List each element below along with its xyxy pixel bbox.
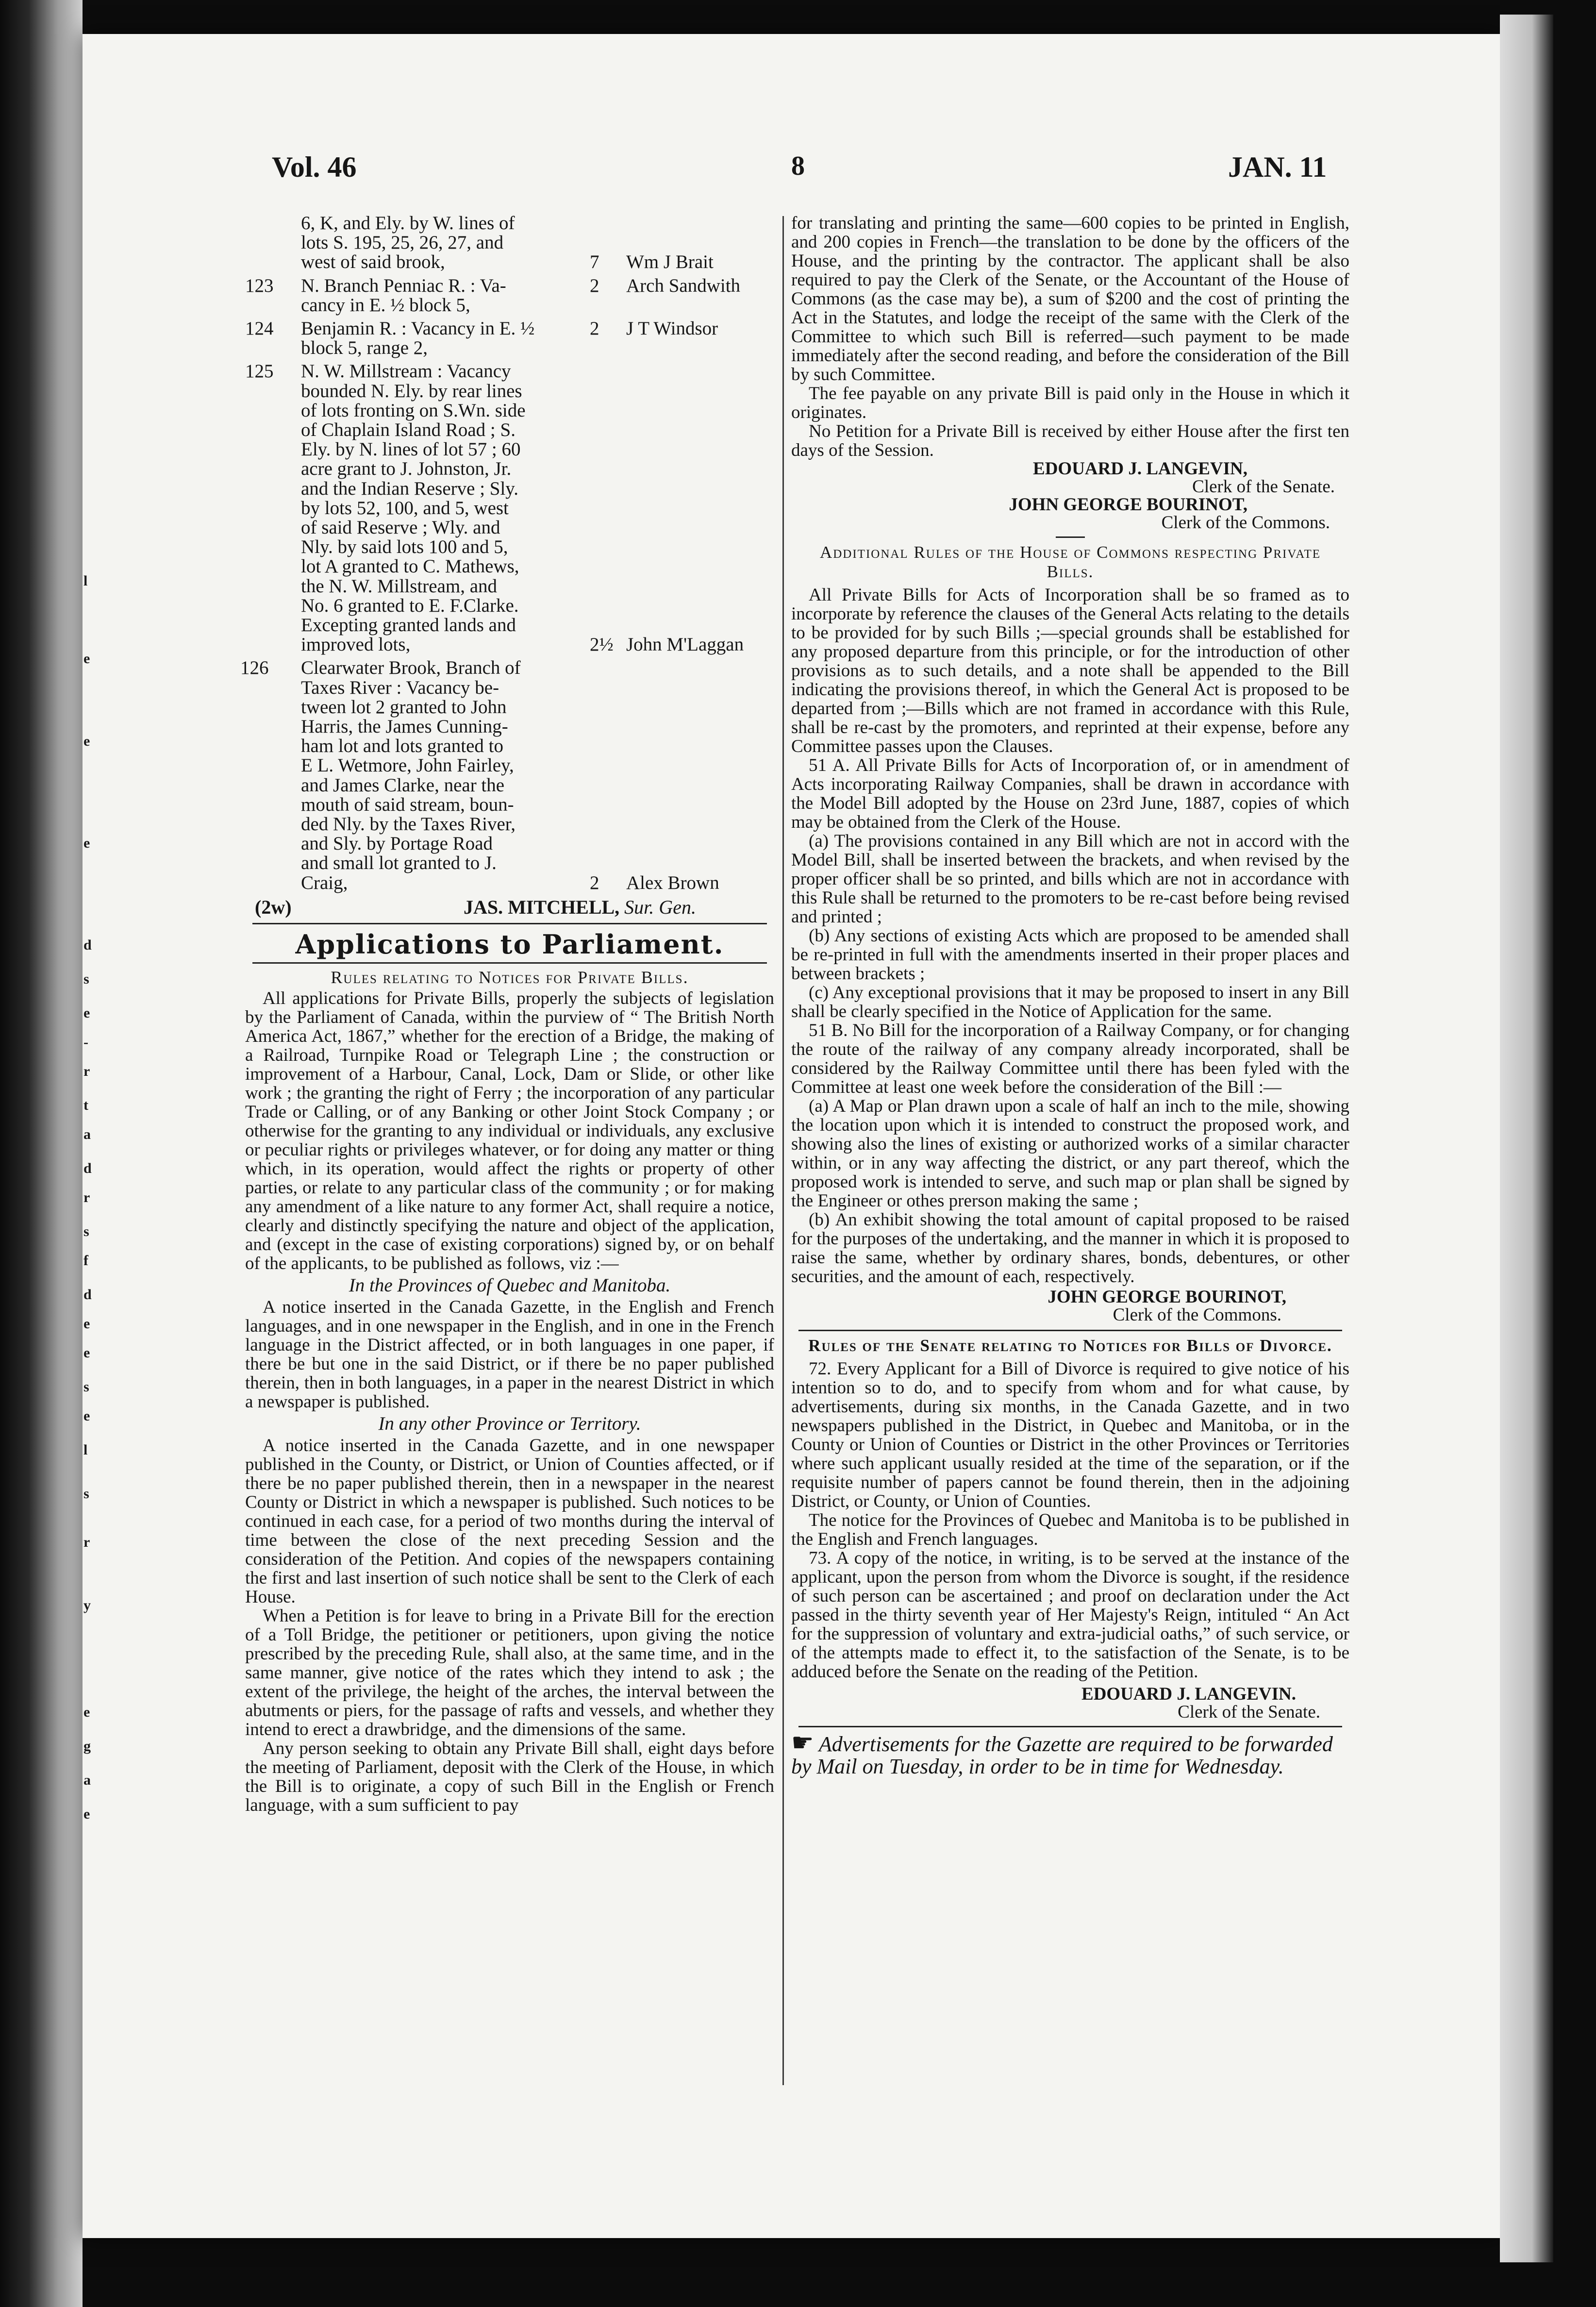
applications-paragraph-5: Any person seeking to obtain any Private Bill shall, eight days before the meeting of Parliament, deposit with the Clerk of the House, in which the Bill is to originate, a copy of such Bill in the English or French language, with a sum sufficient to pay xyxy=(245,1738,774,1815)
applications-paragraph-4: When a Petition is for leave to bring in a Private Bill for the erection of a Toll Bridge, the petitioner or petitioners, upon giving the notice prescribed by the preceding Rule, shall also, at the same time, and in the same manner, give notice of the rates which they intend to ask ; the extent of the privilege, the height of the arches, the interval between the abutments or piers, for the passage of rafts and vessels, and whether they intend to erect a drawbridge, and the dimensions of the same. xyxy=(245,1605,774,1739)
lot-grantee: J T Windsor xyxy=(626,318,718,339)
divorce-languages-paragraph: The notice for the Provinces of Quebec and Manitoba is to be published in the English and French languages. xyxy=(791,1510,1349,1549)
lot-acreage: 2 xyxy=(590,872,599,893)
lot-number: 124 xyxy=(245,318,274,339)
rule-51a-paragraph: 51 A. All Private Bills for Acts of Incorporation of, or in amendment of Acts incorporating Railway Companies, shall be drawn in accordance with the Model Bill adopted by the House on 23rd June, 1887, copies of which may be obtained from the Clerk of the House. xyxy=(791,755,1349,832)
lot-description-line: of Chaplain Island Road ; S. xyxy=(301,419,515,440)
commons-clerk-title: Clerk of the Commons. xyxy=(1161,513,1330,533)
lot-description-line: and the Indian Reserve ; Sly. xyxy=(301,478,519,499)
right-column xyxy=(791,214,1349,1778)
lot-description-line: ham lot and lots granted to xyxy=(301,736,504,757)
rule-51b-clause-b: (b) An exhibit showing the total amount of capital proposed to be raised for the purposes of the undertaking, and the manner in which it is proposed to raise the same, whether by ordinary shares, bonds, debentures, or other securities, and the amount of each, respectively. xyxy=(791,1210,1349,1287)
lot-number: 125 xyxy=(245,361,274,382)
lot-entry xyxy=(245,362,774,658)
pointing-hand-icon: ☛ xyxy=(791,1729,814,1757)
edge-letter: r xyxy=(83,1534,90,1550)
lot-description-line: of said Reserve ; Wly. and xyxy=(301,517,500,538)
commons-clerk-name-2: JOHN GEORGE BOURINOT, xyxy=(1047,1287,1286,1307)
commons-clerk-name: JOHN GEORGE BOURINOT, xyxy=(1009,495,1247,515)
edge-letter: s xyxy=(83,1379,89,1395)
lot-description-line: improved lots, xyxy=(301,634,411,655)
edge-letter: e xyxy=(83,1806,90,1822)
lot-description-line: acre grant to J. Johnston, Jr. xyxy=(301,458,512,480)
subheading: Rules relating to Notices for Private Bills. xyxy=(331,967,689,987)
lot-acreage: 2 xyxy=(590,275,599,296)
commons-clerk-title-2: Clerk of the Commons. xyxy=(1113,1305,1281,1325)
applications-paragraph-2: A notice inserted in the Canada Gazette, in the English and French languages, and in one newspaper in the English, and in one in the French language in the District affected, or in both languages in one paper, if there be but one in the said District, or if there be no paper published therein, then in both languages, in a paper in the nearest District in which a newspaper is published. xyxy=(245,1297,774,1412)
signature-name: JAS. MITCHELL, xyxy=(464,896,620,918)
fee-payable-paragraph: The fee payable on any private Bill is paid only in the House in which it originates. xyxy=(791,384,1349,422)
insertion-mark: (2w) xyxy=(255,896,292,918)
lot-description-line: the N. W. Millstream, and xyxy=(301,575,498,597)
lot-description-line: Taxes River : Vacancy be- xyxy=(301,677,499,698)
section-heading: Applications to Parliament. xyxy=(295,928,724,960)
edge-letter: a xyxy=(83,1126,91,1142)
lot-description-line: Excepting granted lands and xyxy=(301,614,516,635)
lot-description-line: bounded N. Ely. by rear lines xyxy=(301,380,522,401)
edge-letter: s xyxy=(83,1223,89,1239)
senate-clerk-name: EDOUARD J. LANGEVIN, xyxy=(1033,459,1247,479)
edge-letter: d xyxy=(83,937,92,953)
rule-73-paragraph: 73. A copy of the notice, in writing, is to be served at the instance of the applicant, upon the person from whom the Divorce is sought, if the residence of such person can be ascertained ; and proof on declaration under the Act passed in the thirty seventh year of Her Majesty's Reign, intituled “ An Act for the suppression of voluntary and extra-judicial oaths,” of such service, or of the attempts made to effect it, to the satisfaction of the Senate, is to be adduced before the Senate on the reading of the Petition. xyxy=(791,1548,1349,1682)
notice-rule xyxy=(798,1726,1342,1727)
advertisement-notice xyxy=(791,1729,1349,1778)
lot-grantee: Alex Brown xyxy=(626,872,719,893)
edge-letter: e xyxy=(83,1408,90,1424)
heading-rule xyxy=(252,962,767,964)
lot-entry xyxy=(245,319,774,362)
petition-deadline-paragraph: No Petition for a Private Bill is received by either House after the first ten days of the Session. xyxy=(791,421,1349,460)
additional-rules-heading: Additional Rules of the House of Commons respecting Private Bills. xyxy=(819,543,1321,581)
lot-description-line: block 5, range 2, xyxy=(301,337,428,359)
lot-description-line: No. 6 granted to E. F.Clarke. xyxy=(301,595,519,616)
lot-acreage: 2½ xyxy=(590,634,614,655)
lot-description-line: mouth of said stream, boun- xyxy=(301,794,514,815)
lot-description-line: Benjamin R. : Vacancy in E. ½ xyxy=(301,318,535,339)
edge-letter: e xyxy=(83,835,90,851)
lot-description-line: and Sly. by Portage Road xyxy=(301,833,493,854)
lot-description-line: Clearwater Brook, Branch of xyxy=(301,657,521,679)
edge-letter: d xyxy=(83,1160,92,1176)
edge-letter: e xyxy=(83,1316,90,1332)
edge-letter: r xyxy=(83,1063,90,1079)
lot-description-line: N. Branch Penniac R. : Va- xyxy=(301,275,506,296)
lot-grantee: Wm J Brait xyxy=(626,251,714,273)
incorporation-paragraph: All Private Bills for Acts of Incorporation shall be so framed as to incorporate by reference the clauses of the General Acts relating to the details to be provided for by such Bills ;—special grounds shall be established for any proposed departure from this principle, or for the introduction of other provisions as to such details, and a note shall be appended to the Bill indicating the provisions thereof, in which the General Act is proposed to be departed from ;—Bills which are not framed in accordance with this Rule, shall be re-cast by the promoters, and reprinted at their expense, before any Committee passes upon the Clauses. xyxy=(791,585,1349,756)
lot-description-line: 6, K, and Ely. by W. lines of xyxy=(301,213,515,234)
binding-edge xyxy=(0,0,83,2307)
notice-text: Advertisements for the Gazette are required to be forwarded by Mail on Tuesday, in order to be in time for Wednesday. xyxy=(791,1732,1333,1778)
lot-description-line: Ely. by N. lines of lot 57 ; 60 xyxy=(301,439,521,460)
lot-entry xyxy=(240,657,774,896)
lot-entry xyxy=(245,214,774,276)
edge-letter: g xyxy=(83,1738,91,1754)
volume-label: Vol. 46 xyxy=(272,151,357,183)
lot-description-line: lot A granted to C. Mathews, xyxy=(301,556,519,577)
issue-date: JAN. 11 xyxy=(1228,151,1327,183)
lot-description-line: cancy in E. ½ block 5, xyxy=(301,294,470,316)
rule-51a-clause-b: (b) Any sections of existing Acts which are proposed to be amended shall be re-printed in full with the amendments inserted in their proper places and between brackets ; xyxy=(791,926,1349,984)
lot-description-line: of lots fronting on S.Wn. side xyxy=(301,400,526,421)
rule-51a-clause-c: (c) Any exceptional provisions that it may be proposed to insert in any Bill shall be clearly specified in the Notice of Application for the same. xyxy=(791,983,1349,1021)
surveyor-signature xyxy=(464,898,696,917)
lot-description-line: E L. Wetmore, John Fairley, xyxy=(301,755,514,776)
lot-number: 123 xyxy=(245,275,274,296)
edge-letter: y xyxy=(83,1597,91,1613)
lot-grantee: Arch Sandwith xyxy=(626,275,741,296)
page-number: 8 xyxy=(791,151,805,181)
section-rule xyxy=(252,923,767,924)
lot-description-line: and small lot granted to J. xyxy=(301,853,497,874)
lot-description-line: lots S. 195, 25, 26, 27, and xyxy=(301,232,504,253)
edge-letter: e xyxy=(83,1704,90,1720)
edge-letter: r xyxy=(83,1189,90,1205)
fees-paragraph: for translating and printing the same—600 copies to be printed in English, and 200 copies in French—the translation to be done by the officers of the House, and the printing by the contractor. The applicant shall be also required to pay the Clerk of the Senate, or the Accountant of the House of Commons (as the case may be), a sum of $200 and the cost of printing the Act in the Statutes, and lodge the receipt of the same with the Clerk of the Committee to which such Bill is referred—such payment to be made immediately after the second reading, and before the consideration of the Bill by such Committee. xyxy=(791,213,1349,384)
edge-letter: t xyxy=(83,1097,88,1113)
lot-description-line: Harris, the James Cunning- xyxy=(301,716,508,737)
lot-description-line: by lots 52, 100, and 5, west xyxy=(301,497,509,518)
section-rule-right xyxy=(798,1330,1342,1331)
edge-letter: a xyxy=(83,1772,91,1788)
lot-description-line: and James Clarke, near the xyxy=(301,774,505,796)
province-heading-quebec: In the Provinces of Quebec and Manitoba. xyxy=(349,1274,671,1296)
rule-72-paragraph: 72. Every Applicant for a Bill of Divorce is required to give notice of his intention so to do, and to specify from whom and for what cause, by advertisements, during six months, in the Canada Gazette, and in two newspapers published in the District, in Quebec and Manitoba, or in the County or Union of Counties or District in the other Provinces or Territories where such applicant usually resided at the time of the separation, or if the requisite number of papers cannot be found therein, then in the adjoining District, or County, or Union of Counties. xyxy=(791,1359,1349,1511)
lots-footer xyxy=(245,898,774,921)
lot-description-line: Craig, xyxy=(301,872,348,893)
lot-description-line: N. W. Millstream : Vacancy xyxy=(301,361,511,382)
edge-letter: e xyxy=(83,1005,90,1021)
lot-description-line: ded Nly. by the Taxes River, xyxy=(301,813,515,835)
rule-51b-paragraph: 51 B. No Bill for the incorporation of a Railway Company, or for changing the route of the railway of any company already incorporated, shall be considered by the Railway Committee until there has been fyled with the Committee at least one week before the consideration of the Bill :— xyxy=(791,1020,1349,1097)
column-divider xyxy=(782,216,784,2085)
lot-acreage: 7 xyxy=(590,251,599,273)
edge-letter: s xyxy=(83,1486,89,1502)
edge-letter: l xyxy=(83,573,88,589)
province-heading-other: In any other Province or Territory. xyxy=(378,1413,641,1434)
senate-clerk-title-2: Clerk of the Senate. xyxy=(1178,1702,1320,1722)
edge-letter: - xyxy=(83,1034,88,1050)
lot-description-line: west of said brook, xyxy=(301,251,445,273)
divorce-rules-heading: Rules of the Senate relating to Notices for Bills of Divorce. xyxy=(808,1336,1332,1355)
edge-letter: e xyxy=(83,733,90,749)
edge-letter: e xyxy=(83,1345,90,1361)
signature-title: Sur. Gen. xyxy=(624,896,696,918)
lot-acreage: 2 xyxy=(590,318,599,339)
lot-description-line: tween lot 2 granted to John xyxy=(301,696,507,718)
lots-table xyxy=(240,213,774,897)
page-stack-edge xyxy=(1500,15,1553,2262)
rule-51b-clause-a: (a) A Map or Plan drawn upon a scale of half an inch to the mile, showing the location upon which it is intended to construct the proposed work, and showing also the lines of existing or authorized works of a similar character within, or in any way affecting the district, or any part thereof, which the proposed work is intended to serve, and such map or plan shall be signed by the Engineer or othes prerson making the same ; xyxy=(791,1096,1349,1211)
separator xyxy=(1056,536,1085,538)
left-column xyxy=(240,213,774,1815)
applications-paragraph-1: All applications for Private Bills, properly the subjects of legislation by the Parliament of Canada, within the purview of “ The British North America Act, 1867,” whether for the erection of a Bridge, the making of a Railroad, Turnpike Road or Telegraph Line ; the construction or improvement of a Harbour, Canal, Lock, Dam or Slide, or other like work ; the granting the right of Ferry ; the incorporation of any particular Trade or Calling, or of any Banking or other Joint Stock Company ; or otherwise for the granting to any individual or individuals, any exclusive or peculiar rights or privileges whatever, or for doing any matter or thing which, in its operation, would affect the rights or property of other parties, or relate to any particular class of the community ; or for making any amendment of a like nature to any former Act, shall require a notice, clearly and distinctly specifying the nature and object of the application, and (except in the case of existing corporations) signed by, or on behalf of the applicants, to be published as follows, viz :— xyxy=(245,988,774,1273)
edge-letter: e xyxy=(83,651,90,667)
rule-51a-clause-a: (a) The provisions contained in any Bill which are not in accord with the Model Bill, shall be inserted between the brackets, and when revised by the proper officer shall be so printed, and bills which are not in accordance with this Rule shall be returned to the promoters to be re-cast before being revised and printed ; xyxy=(791,831,1349,927)
edge-letter: f xyxy=(83,1253,88,1269)
lot-grantee: John M'Laggan xyxy=(626,634,744,655)
applications-paragraph-3: A notice inserted in the Canada Gazette, and in one newspaper published in the County, or District, or Union of Counties affected, or if there be no paper published therein, then in a newspaper in the nearest County or District in which a newspaper is published. Such notices to be continued in each case, for a period of two months during the interval of time between the close of the next preceding Session and the consideration of the Petition. And copies of the newspapers containing the first and last insertion of such notice shall be sent to the Clerk of each House. xyxy=(245,1435,774,1607)
lot-description-line: Nly. by said lots 100 and 5, xyxy=(301,536,508,558)
senate-clerk-name-2: EDOUARD J. LANGEVIN. xyxy=(1081,1684,1296,1704)
senate-clerk-title: Clerk of the Senate. xyxy=(1192,477,1335,497)
edge-letter: d xyxy=(83,1287,92,1303)
edge-letter: l xyxy=(83,1442,88,1458)
lot-number: 126 xyxy=(240,657,269,679)
edge-letter: s xyxy=(83,971,89,987)
lot-entry xyxy=(245,276,774,319)
